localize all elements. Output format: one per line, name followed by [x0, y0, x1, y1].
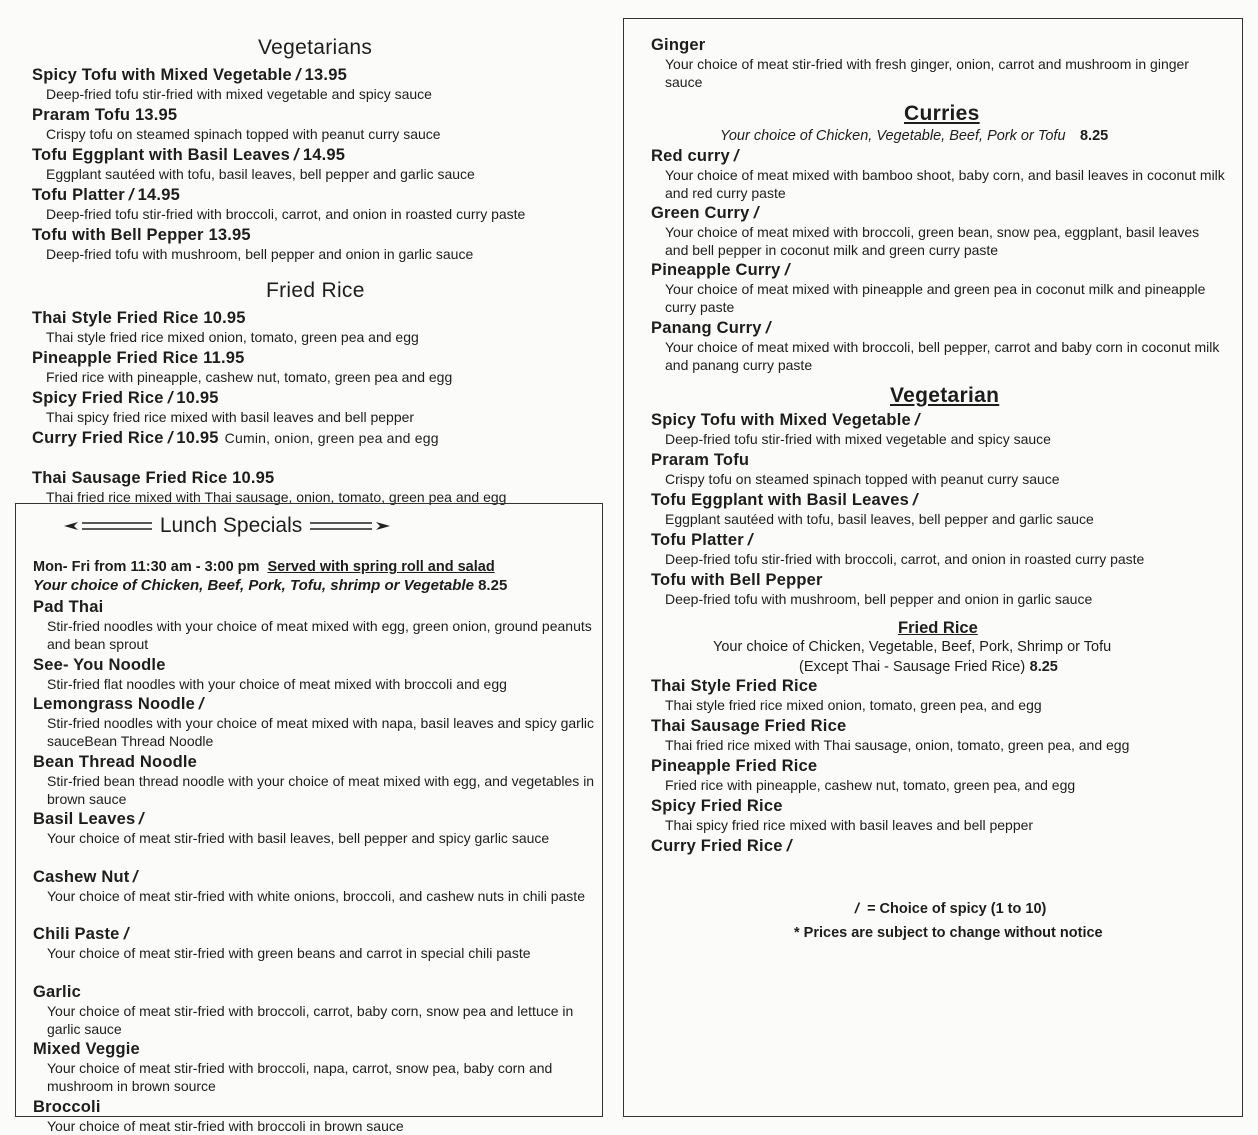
curries-heading: Curries	[904, 102, 980, 125]
menu-item	[651, 531, 1226, 568]
menu-item-price: 10.95	[232, 469, 275, 487]
menu-item-name: Lemongrass Noodle	[33, 695, 196, 713]
chili-icon: /	[913, 411, 922, 429]
menu-item-name-line	[651, 571, 1226, 590]
menu-item-name: Chili Paste	[33, 925, 120, 943]
price-notice: * Prices are subject to change without notice	[794, 925, 1103, 941]
menu-item	[33, 868, 599, 905]
menu-item	[33, 598, 599, 653]
menu-item-desc: Your choice of meat mixed with broccoli, green bean, snow pea, eggplant, basil leaves and bell pepper in coconut milk and green curry paste	[665, 224, 1200, 259]
menu-item-desc: Thai style fried rice mixed onion, tomato, green pea, and egg	[665, 697, 1042, 713]
menu-item-name-line	[33, 983, 599, 1002]
chili-icon: /	[746, 531, 755, 549]
menu-item-name: Broccoli	[33, 1097, 101, 1116]
lunch-choice: Your choice of Chicken, Beef, Pork, Tofu, shrimp or Vegetable	[33, 577, 474, 594]
menu-item-name-line	[33, 656, 599, 675]
menu-item	[33, 925, 599, 962]
curries-choice: Your choice of Chicken, Vegetable, Beef, Pork or Tofu	[720, 128, 1066, 144]
lunch-specials-title: Lunch Specials	[159, 514, 303, 537]
menu-item	[33, 1040, 599, 1095]
menu-item-name-line	[651, 757, 1226, 776]
fried-rice-price: 8.25	[1029, 659, 1058, 675]
menu-item-name: Cashew Nut	[33, 867, 130, 886]
spicy-legend-text: = Choice of spicy (1 to 10)	[867, 901, 1047, 917]
menu-item-name-line	[651, 677, 1226, 696]
menu-item-price: 14.95	[137, 186, 180, 204]
menu-item-price: 13.95	[208, 226, 251, 244]
menu-item	[32, 66, 612, 103]
menu-item-name-line	[651, 717, 1226, 736]
curries-choice-line	[720, 127, 1108, 145]
menu-item-desc: Thai fried rice mixed with Thai sausage, onion, tomato, green pea and egg	[46, 489, 507, 505]
menu-item-desc: Deep-fried tofu stir-fried with broccoli, carrot, and onion in roasted curry paste	[46, 206, 526, 222]
menu-item-desc: Deep-fried tofu with mushroom, bell pepper and onion in garlic sauce	[46, 246, 474, 262]
chili-icon: /	[782, 261, 792, 280]
menu-item-desc: Thai spicy fried rice mixed with basil leaves and bell pepper	[665, 817, 1034, 833]
menu-item-name-line	[651, 837, 1226, 856]
menu-item-desc: Your choice of meat stir-fried with green beans and carrot in special chili paste	[47, 945, 531, 961]
menu-item-name: Mixed Veggie	[33, 1040, 140, 1058]
menu-item-desc: Deep-fried tofu stir-fried with mixed vegetable and spicy sauce	[46, 86, 432, 102]
menu-item-name-line	[32, 429, 612, 448]
fried-rice-choice: Your choice of Chicken, Vegetable, Beef, Pork, Shrimp or Tofu	[713, 639, 1112, 655]
menu-item-desc: Crispy tofu on steamed spinach topped with peanut curry sauce	[665, 471, 1060, 487]
menu-item	[33, 983, 599, 1038]
spicy-legend	[851, 901, 1046, 917]
menu-item-desc: Your choice of meat stir-fried with broccoli, napa, carrot, snow pea, baby corn and mushroom in brown source	[47, 1060, 553, 1094]
menu-item-name-line	[651, 411, 1226, 430]
menu-item	[651, 757, 1226, 794]
menu-item-name-line	[651, 491, 1226, 510]
menu-item-desc: Stir-fried flat noodles with your choice of meat mixed with broccoli and egg	[47, 675, 507, 692]
lunch-hours-line	[33, 559, 495, 575]
menu-item-price: 13.95	[134, 106, 178, 124]
menu-item-name-line	[651, 531, 1226, 550]
menu-item-name: Spicy Tofu with Mixed Vegetable	[32, 66, 292, 84]
menu-item-price: 11.95	[203, 349, 245, 367]
chili-icon: /	[751, 204, 761, 223]
menu-item	[32, 106, 612, 143]
menu-item-desc: Thai fried rice mixed with Thai sausage, onion, tomato, green pea, and egg	[665, 737, 1130, 753]
menu-item-name: Curry Fried Rice	[32, 429, 164, 447]
menu-item-name: See- You Noodle	[33, 655, 166, 674]
menu-item-desc: Stir-fried bean thread noodle with your choice of meat mixed with egg, and vegetables in brown sauce	[47, 772, 595, 807]
menu-item	[651, 204, 1226, 259]
menu-item	[33, 695, 599, 750]
menu-item	[651, 261, 1226, 316]
menu-item-name: Tofu with Bell Pepper	[32, 226, 204, 244]
menu-item	[32, 429, 612, 448]
ornament-right-icon	[310, 519, 390, 533]
menu-item-name-line	[651, 797, 1226, 816]
chili-icon: /	[732, 147, 741, 165]
menu-item-name-line	[33, 753, 599, 772]
menu-item-price: 14.95	[302, 146, 346, 164]
menu-item-desc: Deep-fried tofu stir-fried with broccoli, carrot, and onion in roasted curry paste	[665, 551, 1145, 567]
menu-item-name-line	[651, 147, 1226, 166]
menu-item-name-line	[32, 106, 612, 125]
lunch-choice-line	[33, 577, 507, 594]
ginger-desc: Your choice of meat stir-fried with fresh ginger, onion, carrot and mushroom in ginger sauce	[665, 56, 1189, 90]
chili-icon: /	[165, 389, 175, 407]
menu-item-name: Garlic	[33, 982, 81, 1001]
menu-item	[651, 717, 1226, 754]
menu-item-name: Spicy Fried Rice	[651, 797, 783, 815]
menu-item-price: 13.95	[304, 66, 347, 84]
menu-item-desc: Stir-fried noodles with your choice of meat mixed with egg, green onion, ground peanuts and bean sprout	[47, 618, 592, 652]
fried-rice-except: (Except Thai - Sausage Fried Rice)	[799, 659, 1026, 675]
chili-icon: /	[121, 925, 131, 943]
lunch-specials-heading	[64, 514, 390, 538]
menu-item-name: Tofu Platter	[32, 186, 125, 204]
lunch-specials-box	[15, 503, 603, 1134]
menu-item-name-line	[32, 309, 612, 328]
curries-price: 8.25	[1079, 128, 1109, 144]
menu-item-name: Pad Thai	[33, 598, 104, 616]
menu-item	[32, 309, 612, 346]
lunch-served: Served with spring roll and salad	[267, 559, 495, 575]
menu-item-desc: Crispy tofu on steamed spinach topped with peanut curry sauce	[46, 126, 441, 142]
menu-item-name: Green Curry	[651, 204, 750, 223]
menu-item-name: Spicy Fried Rice	[32, 389, 164, 407]
chili-icon: /	[763, 318, 773, 337]
menu-item-desc: Your choice of meat stir-fried with broccoli, carrot, baby corn, snow pea and lettuce in garlic sauce	[47, 1002, 574, 1037]
menu-item-name: Tofu Eggplant with Basil Leaves	[32, 146, 291, 164]
menu-item	[651, 491, 1226, 528]
menu-item-desc: Deep-fried tofu with mushroom, bell pepper and onion in garlic sauce	[665, 591, 1093, 607]
menu-item-name-line	[33, 810, 599, 829]
menu-item	[32, 186, 612, 223]
menu-item-desc: Deep-fried tofu stir-fried with mixed vegetable and spicy sauce	[665, 431, 1051, 447]
menu-item	[651, 319, 1226, 374]
chili-icon: /	[127, 186, 136, 204]
menu-item-name: Pineapple Curry	[651, 261, 781, 280]
ginger-name: Ginger	[651, 36, 706, 54]
menu-item-price: 10.95	[176, 429, 219, 447]
menu-item-desc: Your choice of meat stir-fried with white onions, broccoli, and cashew nuts in chili paste	[47, 887, 585, 904]
menu-item-name: Pineapple Fried Rice	[32, 349, 199, 367]
menu-item-name: Panang Curry	[651, 318, 762, 337]
menu-item-name: Praram Tofu	[651, 451, 750, 469]
menu-item-name-line	[651, 451, 1226, 470]
menu-item-desc: Thai style fried rice mixed onion, tomato, green pea and egg	[46, 329, 419, 345]
lunch-hours: Mon- Fri from 11:30 am - 3:00 pm	[33, 559, 260, 575]
menu-item-name: Tofu Eggplant with Basil Leaves	[651, 491, 910, 509]
menu-item-desc: Your choice of meat mixed with bamboo shoot, baby corn, and basil leaves in coconut milk and red curry paste	[665, 167, 1225, 201]
menu-item	[651, 837, 1226, 856]
menu-item-name: Thai Style Fried Rice	[32, 309, 199, 327]
menu-item-desc: Fried rice with pineapple, cashew nut, tomato, green pea, and egg	[665, 777, 1076, 793]
menu-item-inline-desc: Cumin, onion, green pea and egg	[224, 430, 439, 446]
chili-icon: /	[137, 810, 147, 828]
menu-item-name: Red curry	[651, 147, 730, 165]
menu-item	[651, 797, 1226, 834]
menu-item-name: Pineapple Fried Rice	[651, 757, 818, 775]
chili-icon: /	[853, 901, 861, 917]
menu-item-desc: Fried rice with pineapple, cashew nut, tomato, green pea and egg	[46, 369, 453, 385]
menu-item	[651, 451, 1226, 488]
vegetarian-heading: Vegetarian	[890, 384, 1000, 407]
menu-item-name-line	[651, 261, 1226, 280]
menu-item	[32, 226, 612, 263]
chili-icon: /	[131, 867, 141, 886]
menu-item	[651, 147, 1226, 202]
menu-item-name: Thai Sausage Fried Rice	[32, 469, 228, 487]
menu-item-name-line	[33, 1040, 599, 1059]
chili-icon: /	[784, 837, 794, 855]
lunch-choice-price: 8.25	[478, 577, 508, 594]
chili-icon: /	[197, 695, 206, 713]
ginger-item	[651, 36, 1231, 91]
chili-icon: /	[165, 429, 175, 447]
menu-item-name-line	[33, 1098, 599, 1117]
ornament-left-icon	[64, 519, 152, 533]
fried-rice-heading: Fried Rice	[266, 279, 365, 302]
menu-item-name: Praram Tofu	[32, 106, 131, 124]
menu-item-name: Tofu Platter	[651, 531, 744, 549]
menu-item	[651, 677, 1226, 714]
menu-item	[651, 411, 1226, 448]
menu-item-name: Thai Style Fried Rice	[651, 677, 818, 695]
menu-item-desc: Thai spicy fried rice mixed with basil leaves and bell pepper	[46, 409, 415, 425]
menu-item-name-line	[651, 204, 1226, 223]
menu-item	[32, 349, 612, 386]
menu-item	[33, 656, 599, 693]
chili-icon: /	[292, 146, 301, 164]
menu-item-name: Tofu with Bell Pepper	[651, 571, 823, 589]
menu-item	[33, 753, 599, 808]
menu-item-name-line	[651, 319, 1226, 338]
menu-item-name-line	[33, 695, 599, 714]
menu-item-name-line	[32, 349, 612, 368]
menu-item	[32, 146, 612, 183]
menu-item-desc: Your choice of meat stir-fried with basil leaves, bell pepper and spicy garlic sauce	[47, 830, 550, 846]
menu-item	[32, 469, 612, 506]
menu-item-price: 10.95	[176, 389, 219, 407]
menu-item-name-line	[32, 146, 612, 165]
menu-item-name-line	[32, 389, 612, 408]
menu-item-name: Basil Leaves	[33, 810, 136, 828]
vegetarians-heading: Vegetarians	[258, 36, 373, 59]
menu-item-name: Thai Sausage Fried Rice	[651, 717, 847, 735]
menu-item-name-line	[32, 226, 612, 245]
fried-rice-except-line	[799, 658, 1058, 676]
menu-item-name: Curry Fried Rice	[651, 837, 783, 855]
menu-item-desc: Your choice of meat stir-fried with broccoli in brown sauce	[47, 1117, 404, 1134]
chili-icon: /	[294, 66, 303, 84]
menu-item-name-line	[32, 469, 612, 488]
menu-item	[32, 389, 612, 426]
menu-item-desc: Stir-fried noodles with your choice of meat mixed with napa, basil leaves and spicy garlic sauceBean Thread Noodle	[47, 715, 595, 749]
menu-item-name: Spicy Tofu with Mixed Vegetable	[651, 411, 911, 429]
menu-item	[33, 1098, 599, 1135]
chili-icon: /	[911, 491, 920, 509]
menu-item-name-line	[33, 868, 599, 887]
menu-item-desc: Your choice of meat mixed with broccoli, bell pepper, carrot and baby corn in coconut milk and panang curry paste	[665, 338, 1220, 373]
right-fried-rice-heading: Fried Rice	[898, 619, 978, 637]
menu-item	[33, 810, 599, 847]
menu-item-name-line	[32, 66, 612, 85]
menu-item-desc: Your choice of meat mixed with pineapple and green pea in coconut milk and pineapple curry paste	[665, 281, 1206, 316]
menu-item-name-line	[33, 925, 599, 944]
menu-item-price: 10.95	[203, 309, 246, 327]
menu-item-name-line	[33, 598, 599, 617]
menu-item-name: Bean Thread Noodle	[33, 752, 198, 771]
menu-item-desc: Eggplant sautéed with tofu, basil leaves, bell pepper and garlic sauce	[46, 166, 475, 182]
menu-item-desc: Eggplant sautéed with tofu, basil leaves, bell pepper and garlic sauce	[665, 511, 1094, 527]
menu-item	[651, 571, 1226, 608]
menu-item-name-line	[32, 186, 612, 205]
